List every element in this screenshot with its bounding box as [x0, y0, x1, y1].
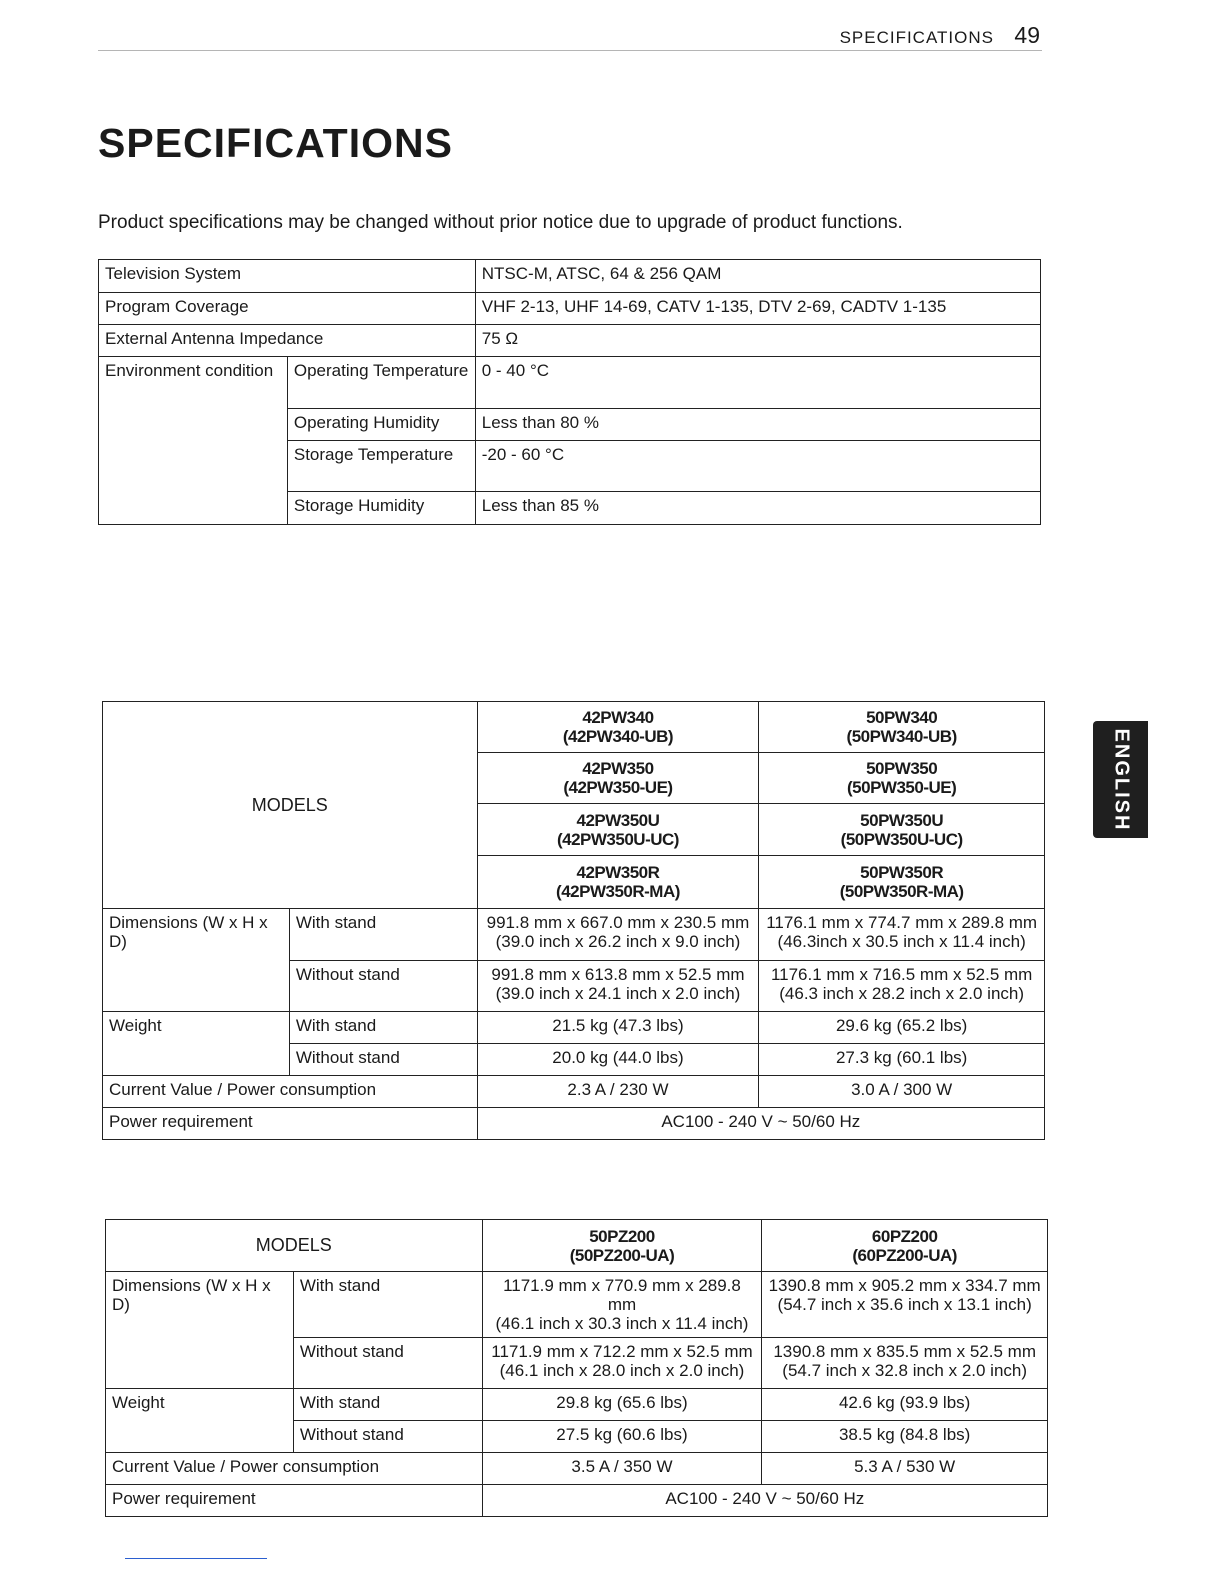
intro-text: Product specifications may be changed without prior notice due to upgrade of product functions.	[98, 212, 903, 233]
weight-label: Weight	[106, 1389, 294, 1453]
env-sub-label: Storage Humidity	[287, 492, 475, 525]
model-cell: 42PW340 (42PW340-UB)	[477, 702, 759, 753]
power-consumption-label: Current Value / Power consumption	[103, 1076, 478, 1108]
dimensions-label: Dimensions (W x H x D)	[103, 909, 290, 1012]
power-consumption-value: 3.0 A / 300 W	[759, 1076, 1045, 1108]
page-header	[98, 22, 1042, 51]
dimension-value: 1390.8 mm x 905.2 mm x 334.7 mm (54.7 inch x 35.6 inch x 13.1 inch)	[762, 1272, 1048, 1338]
with-stand-label: With stand	[289, 909, 477, 961]
model-cell: 50PW350U (50PW350U-UC)	[759, 804, 1045, 856]
with-stand-label: With stand	[293, 1272, 482, 1338]
dimension-value: 1176.1 mm x 716.5 mm x 52.5 mm (46.3 inch x 28.2 inch x 2.0 inch)	[759, 961, 1045, 1012]
weight-value: 27.3 kg (60.1 lbs)	[759, 1044, 1045, 1076]
power-consumption-value: 2.3 A / 230 W	[477, 1076, 759, 1108]
dimensions-label: Dimensions (W x H x D)	[106, 1272, 294, 1389]
env-value: 0 - 40 °C	[475, 357, 1040, 409]
dimension-value: 1171.9 mm x 770.9 mm x 289.8 mm (46.1 inch x 30.3 inch x 11.4 inch)	[482, 1272, 762, 1338]
with-stand-label: With stand	[293, 1389, 482, 1421]
without-stand-label: Without stand	[289, 961, 477, 1012]
env-value: Less than 80 %	[475, 409, 1040, 441]
dimension-value: 1171.9 mm x 712.2 mm x 52.5 mm (46.1 inch x 28.0 inch x 2.0 inch)	[482, 1338, 762, 1389]
weight-value: 20.0 kg (44.0 lbs)	[477, 1044, 759, 1076]
model-cell: 50PW340 (50PW340-UB)	[759, 702, 1045, 753]
env-sub-label: Operating Humidity	[287, 409, 475, 441]
page-title: SPECIFICATIONS	[98, 120, 453, 166]
model-cell: 60PZ200 (60PZ200-UA)	[762, 1220, 1048, 1272]
environment-label: Environment condition	[99, 357, 288, 525]
env-value: Less than 85 %	[475, 492, 1040, 525]
weight-value: 29.6 kg (65.2 lbs)	[759, 1012, 1045, 1044]
model-cell: 42PW350 (42PW350-UE)	[477, 753, 759, 804]
power-requirement-label: Power requirement	[103, 1108, 478, 1140]
power-requirement-value: AC100 - 240 V ~ 50/60 Hz	[482, 1485, 1047, 1517]
with-stand-label: With stand	[289, 1012, 477, 1044]
without-stand-label: Without stand	[293, 1338, 482, 1389]
spec-value: 75 Ω	[475, 325, 1040, 357]
weight-value: 38.5 kg (84.8 lbs)	[762, 1421, 1048, 1453]
model-cell: 42PW350R (42PW350R-MA)	[477, 856, 759, 909]
weight-value: 27.5 kg (60.6 lbs)	[482, 1421, 762, 1453]
weight-value: 21.5 kg (47.3 lbs)	[477, 1012, 759, 1044]
weight-label: Weight	[103, 1012, 290, 1076]
models-table-pw	[102, 701, 1045, 1140]
models-table-pz	[105, 1219, 1048, 1517]
general-spec-table	[98, 259, 1041, 525]
dimension-value: 1390.8 mm x 835.5 mm x 52.5 mm (54.7 inch x 32.8 inch x 2.0 inch)	[762, 1338, 1048, 1389]
power-consumption-value: 5.3 A / 530 W	[762, 1453, 1048, 1485]
model-cell: 50PW350R (50PW350R-MA)	[759, 856, 1045, 909]
env-sub-label: Operating Temperature	[287, 357, 475, 409]
model-cell: 42PW350U (42PW350U-UC)	[477, 804, 759, 856]
header-section-title: SPECIFICATIONS	[839, 28, 994, 47]
page-number: 49	[1014, 22, 1040, 48]
weight-value: 29.8 kg (65.6 lbs)	[482, 1389, 762, 1421]
dimension-value: 1176.1 mm x 774.7 mm x 289.8 mm (46.3inch x 30.5 inch x 11.4 inch)	[759, 909, 1045, 961]
weight-value: 42.6 kg (93.9 lbs)	[762, 1389, 1048, 1421]
power-consumption-value: 3.5 A / 350 W	[482, 1453, 762, 1485]
spec-value: VHF 2-13, UHF 14-69, CATV 1-135, DTV 2-69, CADTV 1-135	[475, 293, 1040, 325]
dimension-value: 991.8 mm x 667.0 mm x 230.5 mm (39.0 inch x 26.2 inch x 9.0 inch)	[477, 909, 759, 961]
env-value: -20 - 60 °C	[475, 441, 1040, 492]
spec-value: NTSC-M, ATSC, 64 & 256 QAM	[475, 260, 1040, 293]
spec-label: External Antenna Impedance	[99, 325, 476, 357]
model-cell: 50PZ200 (50PZ200-UA)	[482, 1220, 762, 1272]
model-cell: 50PW350 (50PW350-UE)	[759, 753, 1045, 804]
language-side-tab	[1093, 721, 1148, 838]
dimension-value: 991.8 mm x 613.8 mm x 52.5 mm (39.0 inch x 24.1 inch x 2.0 inch)	[477, 961, 759, 1012]
models-header-label: MODELS	[106, 1220, 483, 1272]
without-stand-label: Without stand	[293, 1421, 482, 1453]
spec-label: Program Coverage	[99, 293, 476, 325]
power-consumption-label: Current Value / Power consumption	[106, 1453, 483, 1485]
footer-rule	[125, 1558, 267, 1559]
power-requirement-label: Power requirement	[106, 1485, 483, 1517]
spec-label: Television System	[99, 260, 476, 293]
without-stand-label: Without stand	[289, 1044, 477, 1076]
env-sub-label: Storage Temperature	[287, 441, 475, 492]
models-header-label: MODELS	[103, 702, 478, 909]
power-requirement-value: AC100 - 240 V ~ 50/60 Hz	[477, 1108, 1044, 1140]
language-tab-label: ENGLISH	[1110, 728, 1132, 831]
